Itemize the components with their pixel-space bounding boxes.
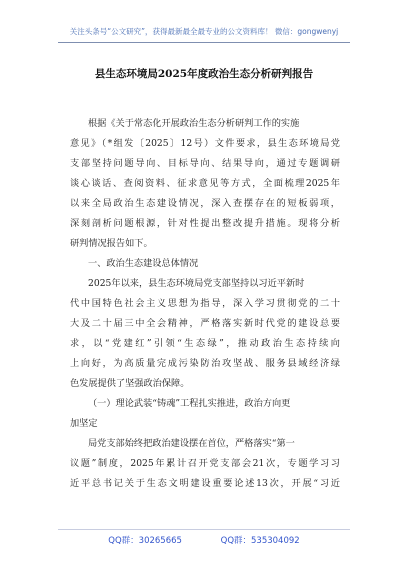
body-line: 谈心谈话、查阅资料、征求意见等方式，全面梳理2025年 — [70, 178, 340, 189]
header-banner: 关注头条号“公文研究”，获得最新最全最专业的公文资料库！ 微信：gongwenyj — [69, 27, 339, 36]
body-line: 深刻剖析问题根源，针对性提出整改提升措施。现将分析 — [70, 218, 340, 229]
body-line: 求，以“党建红”引领“生态绿”，推动政治生态持续向 — [70, 338, 340, 349]
body-line: 意见》（*组发〔2025〕12号）文件要求，县生态环境局党 — [70, 138, 340, 149]
body-line: 根据《关于常态化开展政治生态分析研判工作的实施 — [88, 118, 300, 129]
body-line: 议题”制度，2025年累计召开党支部会21次，专题学习习 — [70, 458, 340, 469]
body-line: 近平总书记关于生态文明建设重要论述13次，开展“习近 — [70, 478, 340, 489]
qq-group-2: QQ群：535304092 — [220, 536, 300, 546]
body-line: 色发展提供了坚强政治保障。 — [70, 378, 190, 389]
body-line: 代中国特色社会主义思想为指导，深入学习贯彻党的二十 — [70, 298, 340, 309]
header-divider — [58, 42, 350, 43]
body-line: 以来全局政治生态建设情况，深入查摆存在的短板弱项， — [70, 198, 340, 209]
subsection-heading-cont: 加坚定 — [70, 418, 98, 429]
body-line: 研判情况报告如下。 — [70, 238, 153, 249]
body-line: 支部坚持问题导向、目标导向、结果导向，通过专题调研 — [70, 158, 340, 169]
document-body — [70, 114, 340, 494]
body-line: 2025年以来，县生态环境局党支部坚持以习近平新时 — [88, 278, 305, 289]
footer-divider — [58, 529, 350, 530]
footer-contact — [0, 534, 408, 546]
document-title: 县生态环境局2025年度政治生态分析研判报告 — [94, 68, 314, 80]
body-line: 局党支部始终把政治建设摆在首位，严格落实“第一 — [88, 438, 295, 449]
section-heading: 一、政治生态建设总体情况 — [88, 258, 199, 269]
qq-group-1: QQ群：30265665 — [108, 536, 182, 546]
body-line: 大及二十届三中全会精神，严格落实新时代党的建设总要 — [70, 318, 340, 329]
body-line: 上向好，为高质量完成污染防治攻坚战、服务县域经济绿 — [70, 358, 340, 369]
subsection-heading: （一）理论武装“铸魂”工程扎实推进，政治方向更 — [88, 398, 291, 409]
